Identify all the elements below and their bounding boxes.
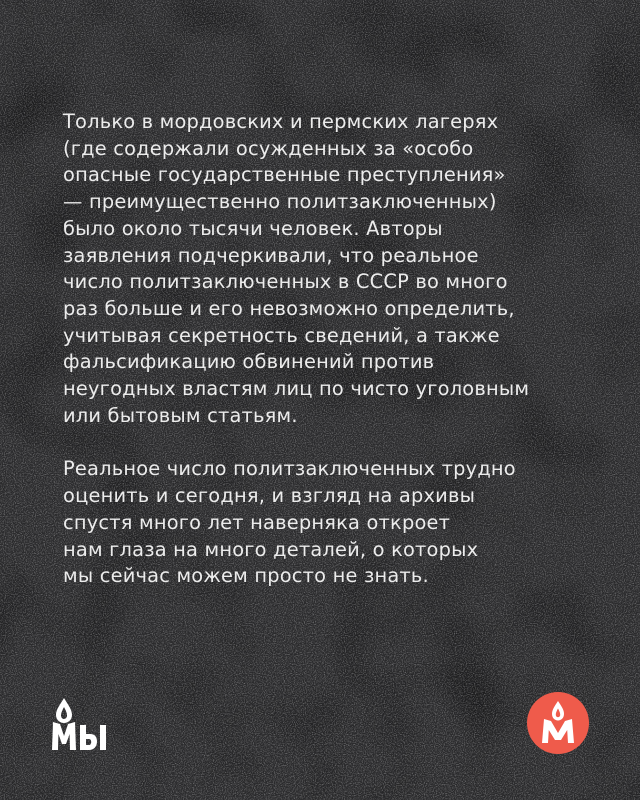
flame-logo-icon bbox=[52, 698, 76, 750]
text-line: — преимущественно политзаключенных) bbox=[63, 190, 497, 214]
text-line: фальсификацию обвинений против bbox=[63, 350, 435, 374]
paragraph-1 bbox=[63, 109, 623, 429]
text-line: Только в мордовских и пермских лагерях bbox=[63, 110, 499, 133]
text-line: опасные государственные преступления» bbox=[63, 163, 506, 187]
memorial-logo bbox=[527, 692, 589, 754]
article-text bbox=[63, 109, 623, 590]
text-line: раз больше и его невозможно определить, bbox=[63, 296, 515, 320]
text-line: нам глаза на много деталей, о которых bbox=[63, 537, 479, 561]
text-line: (где содержали осужденных за «особо bbox=[63, 136, 474, 160]
text-line: оценить и сегодня, и взгляд на архивы bbox=[63, 484, 476, 508]
text-line: или бытовым статьям. bbox=[63, 403, 298, 427]
text-line: мы сейчас можем просто не знать. bbox=[63, 564, 429, 588]
my-letter-y bbox=[80, 725, 106, 750]
text-line: было около тысячи человек. Авторы bbox=[63, 216, 443, 240]
my-logo bbox=[52, 698, 112, 750]
text-line: число политзаключенных в СССР во много bbox=[63, 270, 508, 294]
text-line: неугодных властям лиц по чисто уголовным bbox=[63, 377, 530, 401]
text-line: учитывая секретность сведений, а также bbox=[63, 323, 500, 347]
paragraph-2 bbox=[63, 456, 623, 590]
text-line: заявления подчеркивали, что реальное bbox=[63, 243, 479, 267]
text-line: Реальное число политзаключенных трудно bbox=[63, 457, 516, 481]
text-line: спустя много лет наверняка откроет bbox=[63, 510, 451, 534]
